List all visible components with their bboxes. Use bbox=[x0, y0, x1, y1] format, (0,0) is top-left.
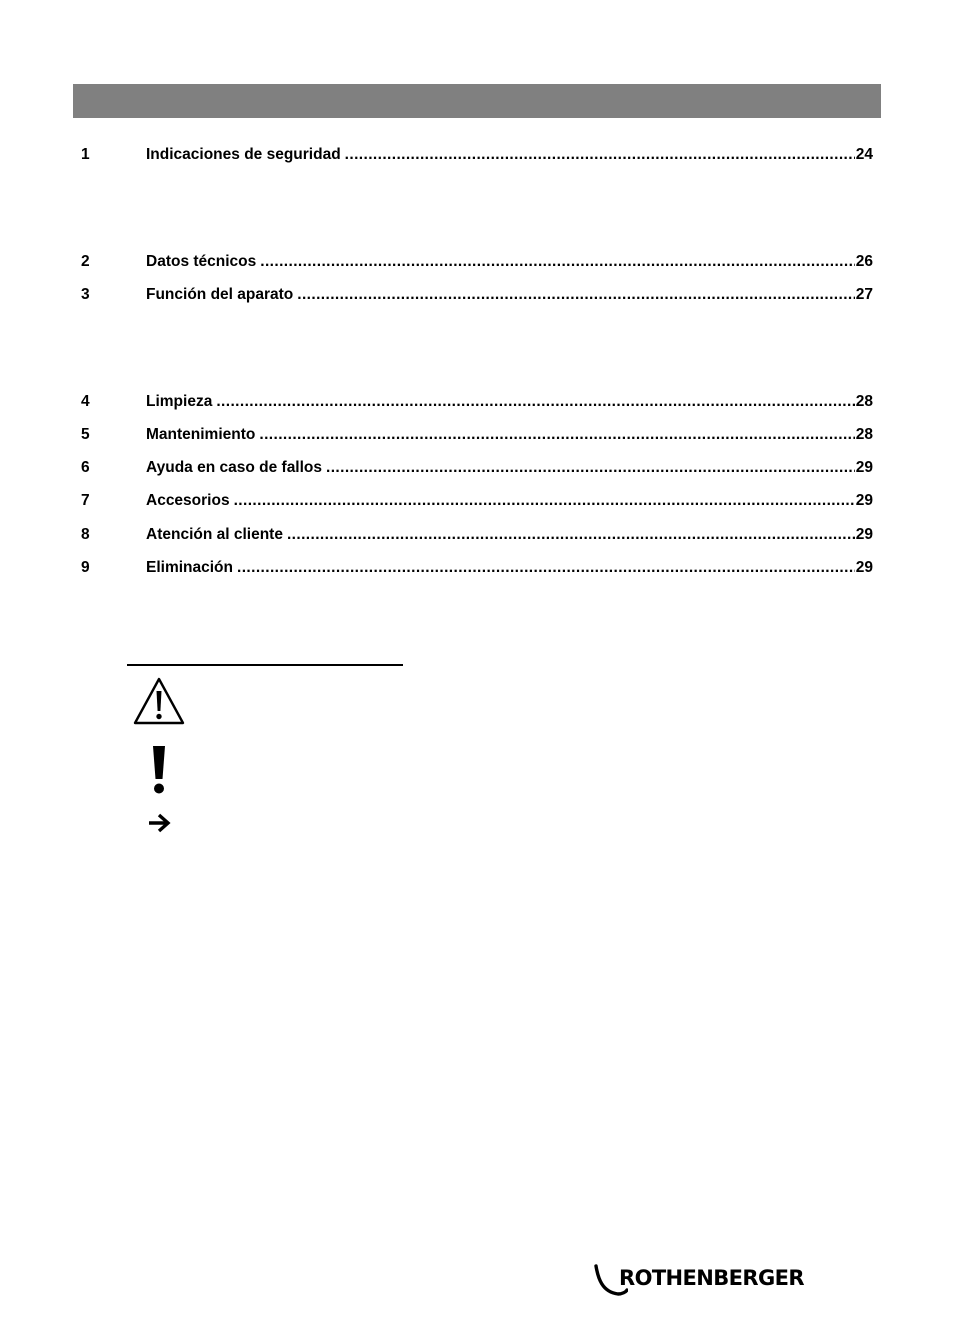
toc-entry[interactable] bbox=[81, 491, 873, 511]
toc-entry-number: 6 bbox=[81, 459, 90, 476]
toc-entry-number: 3 bbox=[81, 286, 90, 303]
exclamation-icon bbox=[150, 744, 168, 796]
toc-entry[interactable] bbox=[81, 558, 873, 578]
toc-entry[interactable] bbox=[81, 145, 873, 165]
toc-leader-dots bbox=[326, 458, 855, 478]
brand-logo bbox=[594, 1262, 830, 1298]
toc-entry-page: 29 bbox=[855, 559, 873, 576]
toc-leader-dots bbox=[259, 425, 854, 445]
arrow-right-icon bbox=[147, 812, 173, 834]
toc-entry-title: Indicaciones de seguridad bbox=[146, 146, 341, 163]
toc-entry-page: 27 bbox=[855, 286, 873, 303]
toc-entry[interactable] bbox=[81, 392, 873, 412]
toc-entry-number: 9 bbox=[81, 559, 90, 576]
warning-triangle-icon bbox=[132, 676, 186, 726]
toc-entry[interactable] bbox=[81, 425, 873, 445]
toc-entry-title: Mantenimiento bbox=[146, 426, 256, 443]
toc-entry[interactable] bbox=[81, 525, 873, 545]
toc-entry-number: 8 bbox=[81, 526, 90, 543]
toc-entry-page: 28 bbox=[855, 426, 873, 443]
logo-text: ROTHENBERGER bbox=[619, 1266, 804, 1290]
toc-entry-number: 4 bbox=[81, 393, 90, 410]
toc-entry-page: 26 bbox=[855, 253, 873, 270]
toc-leader-dots bbox=[234, 491, 855, 511]
toc-entry-title: Ayuda en caso de fallos bbox=[146, 459, 323, 476]
toc-entry-title: Limpieza bbox=[146, 393, 213, 410]
toc-entry-number: 5 bbox=[81, 426, 90, 443]
toc-leader-dots bbox=[345, 145, 855, 165]
toc-entry-title: Accesorios bbox=[146, 492, 230, 509]
toc-entry-title: Función del aparato bbox=[146, 286, 294, 303]
toc-entry-page: 29 bbox=[855, 492, 873, 509]
toc-entry-number: 2 bbox=[81, 253, 90, 270]
toc-entry-number: 1 bbox=[81, 146, 90, 163]
toc-leader-dots bbox=[237, 558, 855, 578]
toc-entry-title: Eliminación bbox=[146, 559, 233, 576]
toc-leader-dots bbox=[216, 392, 854, 412]
toc-leader-dots bbox=[287, 525, 855, 545]
legend-divider bbox=[127, 664, 403, 666]
header-bar bbox=[73, 84, 881, 118]
toc-entry-title: Datos técnicos bbox=[146, 253, 257, 270]
toc-entry-title: Atención al cliente bbox=[146, 526, 283, 543]
toc-entry[interactable] bbox=[81, 252, 873, 272]
toc-entry-page: 28 bbox=[855, 393, 873, 410]
toc-leader-dots bbox=[297, 285, 854, 305]
toc-entry-page: 29 bbox=[855, 526, 873, 543]
toc-entry-number: 7 bbox=[81, 492, 90, 509]
toc-entry[interactable] bbox=[81, 285, 873, 305]
toc-leader-dots bbox=[260, 252, 854, 272]
toc-entry-page: 29 bbox=[855, 459, 873, 476]
toc-entry[interactable] bbox=[81, 458, 873, 478]
toc-entry-page: 24 bbox=[855, 146, 873, 163]
